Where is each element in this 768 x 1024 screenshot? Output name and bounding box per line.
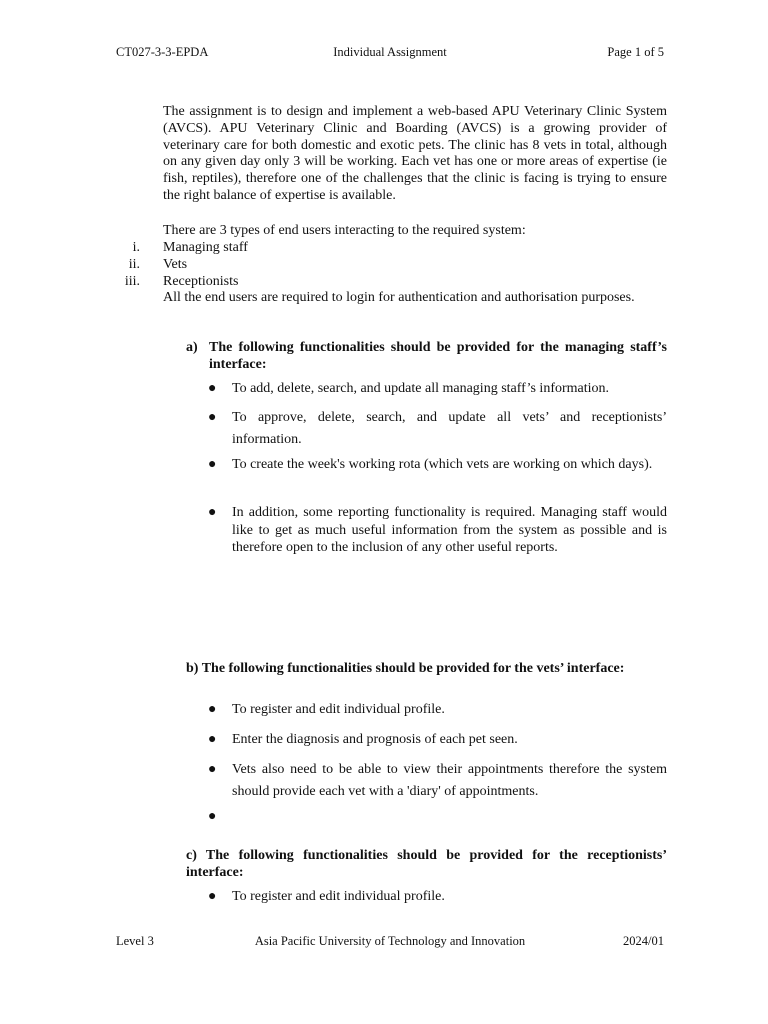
users-intro: There are 3 types of end users interacting to the required system: [163, 223, 526, 238]
list-item [208, 504, 667, 557]
list-item [208, 378, 667, 400]
list-item [208, 699, 667, 721]
list-item [208, 454, 667, 476]
section-b-heading: b) The following functionalities should be provided for the vets’ interface: [186, 661, 625, 676]
bullet-icon: ● [208, 762, 217, 777]
bullet-text: To register and edit individual profile. [232, 702, 445, 717]
list-item [208, 886, 667, 908]
bullet-icon: ● [208, 381, 217, 396]
bullet-icon: ● [208, 505, 217, 520]
login-note: All the end users are required to login for authentication and authorisation purposes. [163, 290, 635, 305]
section-a-heading [186, 340, 667, 374]
section-heading-text: The following functionalities should be provided for the managing staff’s interface: [209, 340, 667, 372]
bullet-text: To create the week's working rota (which vets are working on which days). [232, 457, 653, 472]
intro-paragraph: The assignment is to design and implement a web-based APU Veterinary Clinic System (AVCS). APU Veterinary Clinic and Boarding (AVCS) is a growing provider of veterinary care for both domestic and exotic pets. The clinic has 8 vets in total, although on any given day only 3 will be working. Each vet has one or more areas of expertise (ie fish, reptiles), therefore one of the challenges that the clinic is facing is trying to ensure the right balance of expertise is available. [163, 104, 667, 203]
list-label: Vets [163, 256, 188, 272]
footer-date: 2024/01 [623, 934, 664, 948]
list-label: Managing staff [163, 240, 248, 255]
bullet-icon: ● [208, 809, 217, 824]
list-number: ii. [128, 256, 140, 272]
course-code: CT027-3-3-EPDA [116, 45, 209, 59]
section-marker: a) [186, 340, 198, 355]
bullet-icon: ● [208, 889, 217, 904]
bullet-icon: ● [208, 457, 217, 472]
bullet-text: Vets also need to be able to view their appointments therefore the system should provide each vet with a 'diary' of appointments. [232, 762, 667, 799]
bullet-text: In addition, some reporting functionality is required. Managing staff would like to get as much useful information from the system as possible and is therefore open to the inclusion of any other useful reports. [232, 505, 667, 555]
bullet-icon: ● [208, 410, 217, 425]
list-label: Receptionists [163, 273, 239, 289]
footer-university: Asia Pacific University of Technology and Innovation [254, 934, 526, 948]
list-number: iii. [124, 273, 140, 289]
header-title: Individual Assignment [333, 45, 447, 59]
section-c-heading: c) The following functionalities should be provided for the receptionists’ interface: [186, 848, 667, 880]
page-number: Page 1 of 5 [607, 45, 664, 59]
list-number: i. [132, 240, 140, 255]
list-item [208, 759, 667, 803]
list-item [208, 729, 667, 751]
bullet-text: To register and edit individual profile. [232, 889, 445, 904]
bullet-text: To approve, delete, search, and update all vets’ and receptionists’ information. [232, 410, 667, 447]
bullet-text: Enter the diagnosis and prognosis of each pet seen. [232, 732, 518, 747]
footer-level: Level 3 [116, 934, 154, 948]
bullet-text: To add, delete, search, and update all managing staff’s information. [232, 381, 610, 396]
bullet-icon: ● [208, 732, 217, 747]
bullet-icon: ● [208, 702, 217, 717]
list-item [208, 407, 667, 451]
